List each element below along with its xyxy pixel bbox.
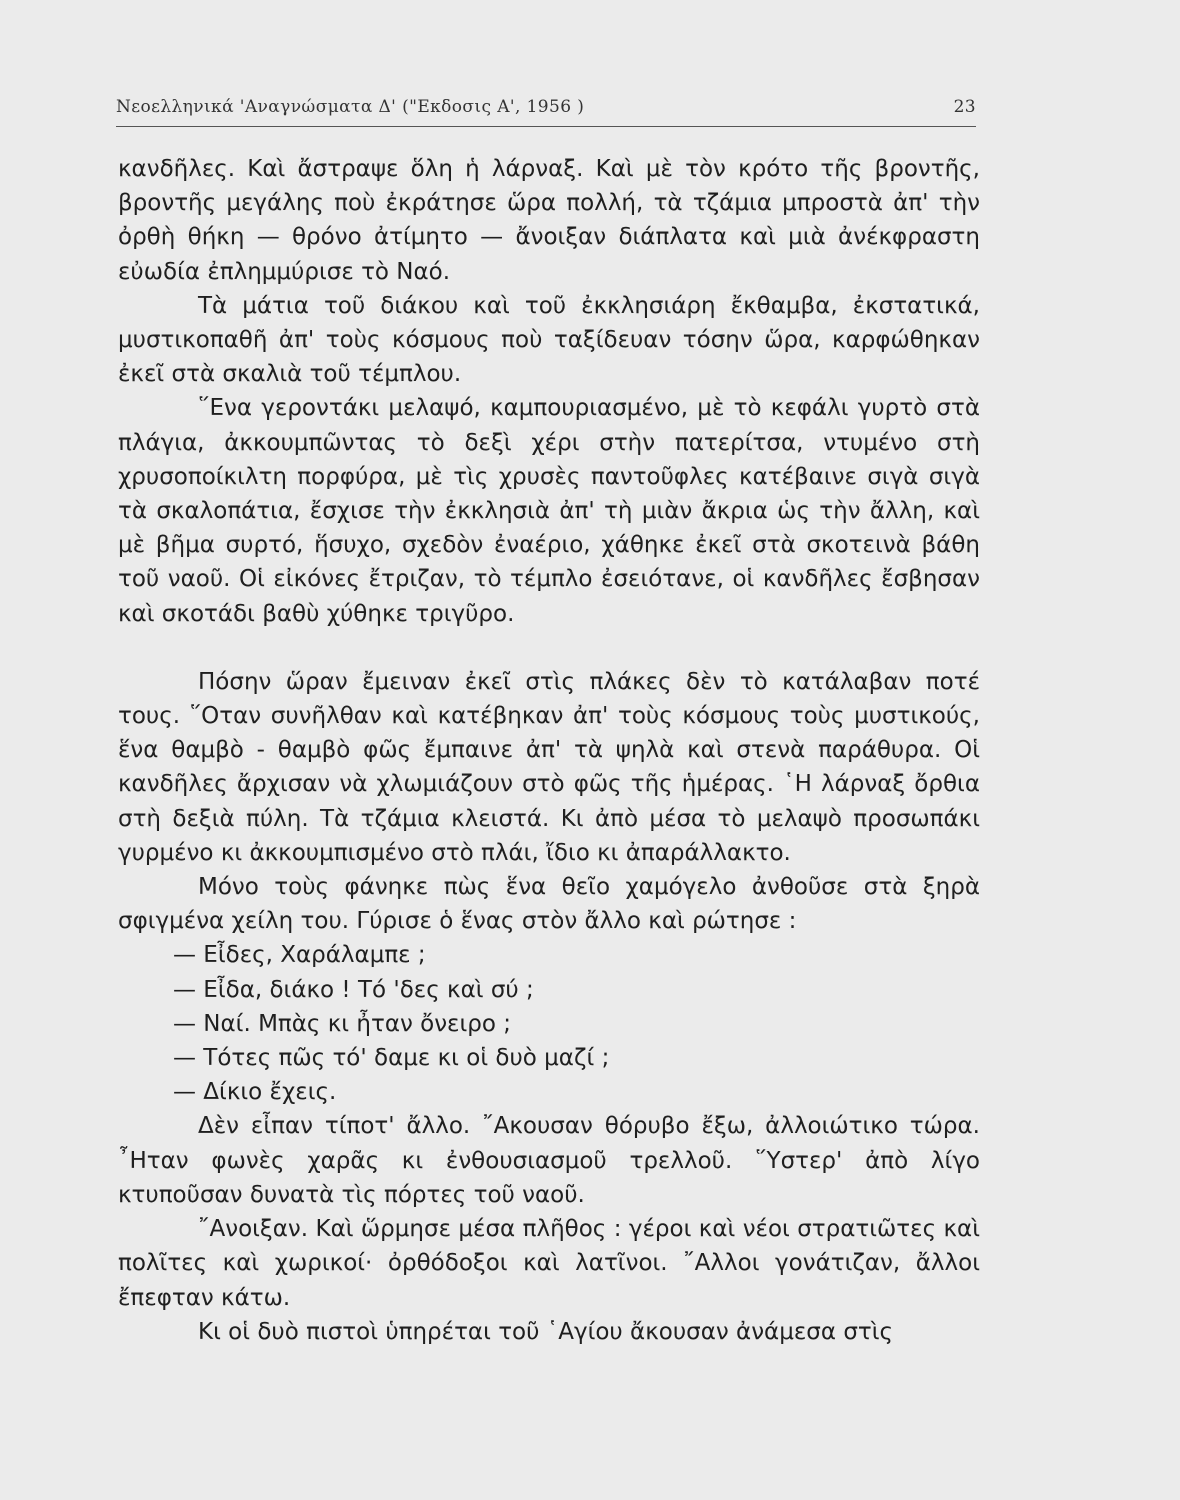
page-number: 23	[953, 97, 976, 117]
paragraph: ῞Ενα γεροντάκι μελαψό, καμπουριασμένο, μὲ τὸ κεφάλι γυρτὸ στὰ πλάγια, ἀκκουμπῶντας τὸ δεξὶ χέρι στὴν πατερίτσα, ντυμένο στὴ χρυσοποίκιλτη πορφύρα, μὲ τὶς χρυσὲς παντοῦφλες κατέβαινε σιγὰ σιγὰ τὰ σκαλοπάτια, ἔσχισε τὴν ἐκκλησιὰ ἀπ' τὴ μιὰν ἄκρια ὡς τὴν ἄλλη, καὶ μὲ βῆμα συρτό, ἥσυχο, σχεδὸν ἐναέριο, χάθηκε ἐκεῖ στὰ σκοτεινὰ βάθη τοῦ ναοῦ. Οἱ εἰκόνες ἔτριζαν, τὸ τέμπλο ἐσειότανε, οἱ κανδῆλες ἔσβησαν καὶ σκοτάδι βαθὺ χύθηκε τριγῦρο.	[118, 395, 980, 627]
dialogue-line: — Δίκιο ἔχεις.	[173, 1079, 337, 1106]
dialogue-line: — Εἶδα, διάκο ! Τό 'δες καὶ σύ ;	[173, 976, 534, 1003]
paragraph: ῎Ανοιξαν. Καὶ ὥρμησε μέσα πλῆθος : γέροι καὶ νέοι στρατιῶτες καὶ πολῖτες καὶ χωρικοί· ὀρθόδοξοι καὶ λατῖνοι. ῎Αλλοι γονάτιζαν, ἄλλοι ἔπεφταν κάτω.	[118, 1216, 980, 1311]
paragraph: Κι οἱ δυὸ πιστοὶ ὑπηρέται τοῦ ῾Αγίου ἄκουσαν ἀνάμεσα στὶς	[198, 1318, 894, 1345]
dialogue-line: — Εἶδες, Χαράλαμπε ;	[173, 942, 426, 969]
header-title: Νεοελληνικά 'Αναγνώσματα Δ' ("Εκδοσις Α', 1956 )	[116, 97, 585, 117]
paragraph: Μόνο τοὺς φάνηκε πὼς ἕνα θεῖο χαμόγελο ἀνθοῦσε στὰ ξηρὰ σφιγμένα χείλη του. Γύρισε ὁ ἕνας στὸν ἄλλο καὶ ρώτησε :	[118, 874, 980, 935]
paragraph: κανδῆλες. Καὶ ἄστραψε ὅλη ἡ λάρναξ. Καὶ μὲ τὸν κρότο τῆς βροντῆς, βροντῆς μεγάλης ποὺ ἐκράτησε ὥρα πολλή, τὰ τζάμια μπροστὰ ἀπ' τὴν ὀρθὴ θήκη — θρόνο ἀτίμητο — ἄνοιξαν διάπλατα καὶ μιὰ ἀνέκφραστη εὐωδία ἐπλημμύρισε τὸ Ναό.	[118, 156, 980, 285]
header-rule	[116, 126, 976, 127]
paragraph: Τὰ μάτια τοῦ διάκου καὶ τοῦ ἐκκλησιάρη ἔκθαμβα, ἐκστατικά, μυστικοπαθῆ ἀπ' τοὺς κόσμους ποὺ ταξίδευαν τόσην ὥρα, καρφώθηκαν ἐκεῖ στὰ σκαλιὰ τοῦ τέμπλου.	[118, 292, 980, 388]
body-text	[118, 152, 980, 1349]
running-header	[116, 97, 976, 121]
dialogue-line: — Ναί. Μπὰς κι ἦταν ὄνειρο ;	[173, 1010, 512, 1037]
dialogue-line: — Τότες πῶς τό' δαμε κι οἱ δυὸ μαζί ;	[173, 1045, 610, 1072]
paragraph: Πόσην ὥραν ἔμειναν ἐκεῖ στὶς πλάκες δὲν τὸ κατάλαβαν ποτέ τους. ῞Οταν συνῆλθαν καὶ κατέβηκαν ἀπ' τοὺς κόσμους τοὺς μυστικούς, ἕνα θαμβὸ - θαμβὸ φῶς ἔμπαινε ἀπ' τὰ ψηλὰ καὶ στενὰ παράθυρα. Οἱ κανδῆλες ἄρχισαν νὰ χλωμιάζουν στὸ φῶς τῆς ἡμέρας. ῾Η λάρναξ ὄρθια στὴ δεξιὰ πύλη. Τὰ τζάμια κλειστά. Κι ἀπὸ μέσα τὸ μελαψὸ προσωπάκι γυρμένο κι ἀκκουμπισμένο στὸ πλάι, ἴδιο κι ἀπαράλλακτο.	[118, 668, 980, 866]
paragraph: Δὲν εἶπαν τίποτ' ἄλλο. ῎Ακουσαν θόρυβο ἔξω, ἀλλοιώτικο τώρα. ῏Ηταν φωνὲς χαρᾶς κι ἐνθουσιασμοῦ τρελλοῦ. ῞Υστερ' ἀπὸ λίγο κτυποῦσαν δυνατὰ τὶς πόρτες τοῦ ναοῦ.	[118, 1113, 980, 1208]
